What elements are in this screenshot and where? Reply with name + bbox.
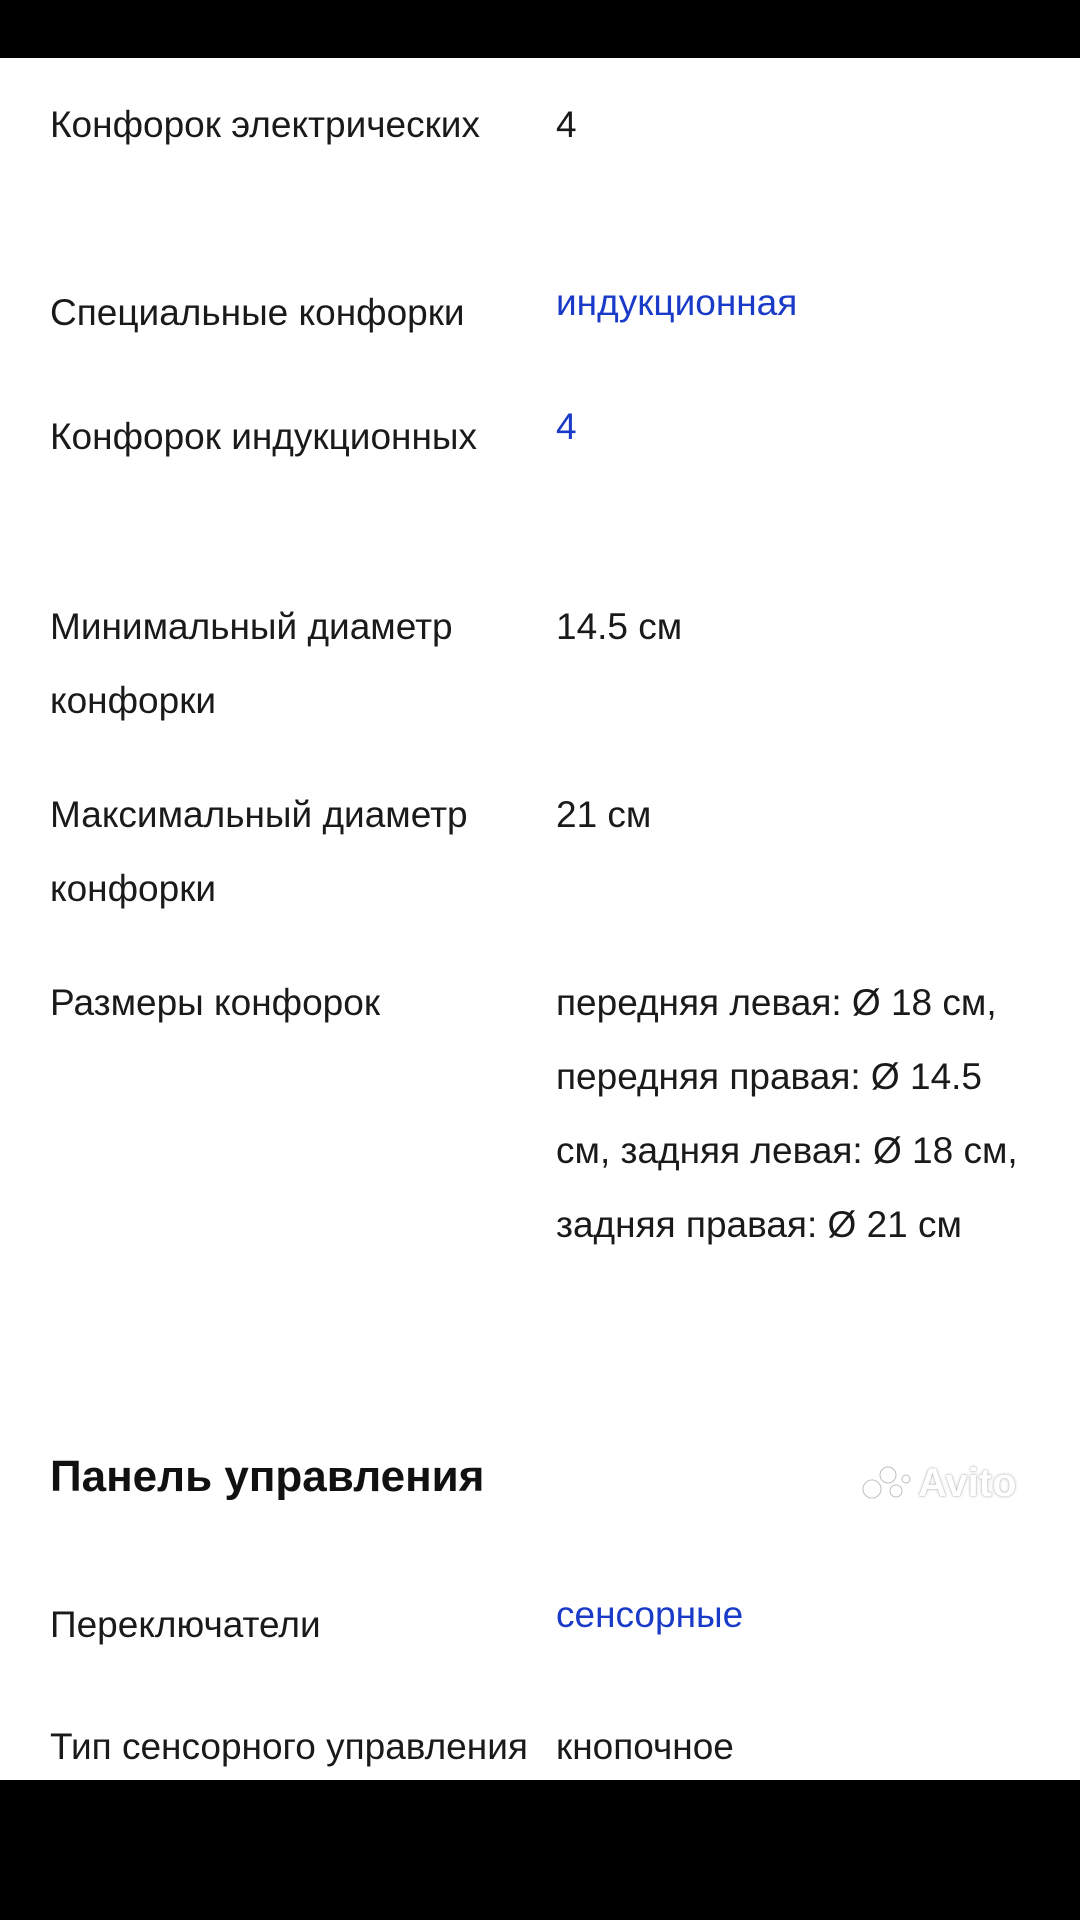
spec-label: Переключатели bbox=[50, 1604, 321, 1645]
spec-value-link[interactable]: 4 bbox=[556, 406, 577, 447]
spec-label: Конфорок индукционных bbox=[50, 416, 477, 457]
section-title: Панель управления bbox=[50, 1452, 485, 1501]
spec-value: передняя левая: Ø 18 см, передняя правая: Ø 14.5 см, задняя левая: Ø 18 см, задняя правая: Ø 21 см bbox=[556, 982, 1018, 1245]
spec-value-link[interactable]: индукционная bbox=[556, 282, 798, 323]
spec-label: Конфорок электрических bbox=[50, 104, 480, 145]
spec-value: 4 bbox=[556, 104, 577, 145]
spec-label: Максимальный диаметр конфорки bbox=[50, 794, 468, 909]
spec-label: Специальные конфорки bbox=[50, 292, 465, 333]
top-black-bar bbox=[0, 0, 1080, 58]
bottom-black-bar bbox=[0, 1780, 1080, 1920]
spec-label: Минимальный диаметр конфорки bbox=[50, 606, 453, 721]
avito-logo-icon bbox=[860, 1463, 914, 1503]
specs-content bbox=[0, 58, 1080, 1780]
avito-watermark bbox=[860, 1453, 1060, 1513]
spec-value: кнопочное bbox=[556, 1726, 734, 1767]
watermark-text: Avito bbox=[918, 1460, 1017, 1505]
spec-value: 21 см bbox=[556, 794, 652, 835]
spec-label: Размеры конфорок bbox=[50, 982, 381, 1023]
spec-value-link[interactable]: сенсорные bbox=[556, 1594, 744, 1635]
spec-value: 14.5 см bbox=[556, 606, 683, 647]
spec-label: Тип сенсорного управления bbox=[50, 1726, 528, 1767]
